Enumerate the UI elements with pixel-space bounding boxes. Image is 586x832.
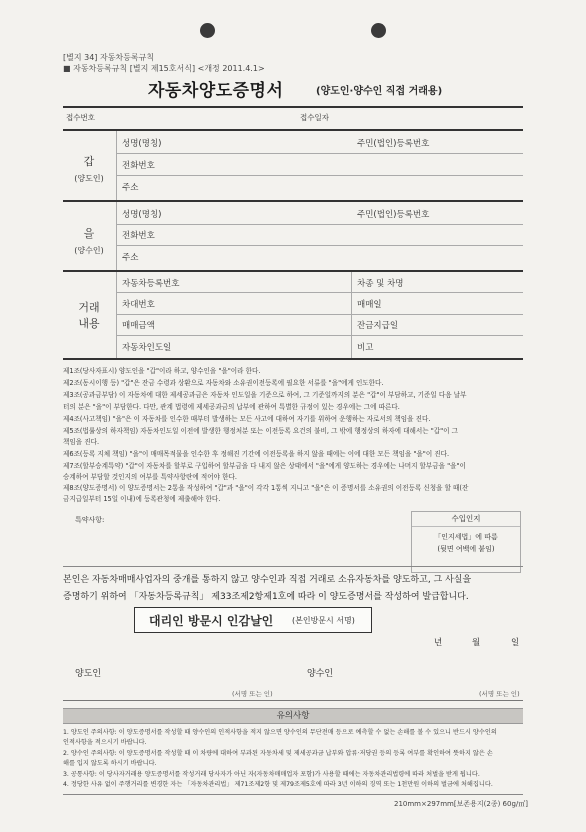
footer-border bbox=[63, 794, 523, 795]
date-month: 월 bbox=[472, 638, 481, 648]
deal-reg-no-label: 자동차등록번호 bbox=[122, 279, 180, 289]
transferee-sign-label: 양수인 bbox=[307, 669, 334, 679]
transferor-sign-label: 양도인 bbox=[75, 669, 102, 679]
stamp-line-2: (뒷면 여백에 붙임) bbox=[437, 545, 495, 553]
page-subtitle: (양도인·양수인 직접 거래용) bbox=[316, 86, 443, 97]
receipt-bottom-border bbox=[63, 129, 523, 131]
punch-hole-right bbox=[371, 23, 386, 38]
receipt-number-label: 접수번호 bbox=[66, 113, 95, 122]
proxy-sub: (본인방문시 서명) bbox=[292, 616, 355, 625]
clause-3-cont: 터의 분은 "을"이 부담한다. 다만, 관계 법령에 제세공과금의 납부에 관하여 특별한 규정이 있는 경우에는 그에 따른다. bbox=[63, 403, 400, 411]
deal-delivery-date-label: 자동차인도일 bbox=[122, 343, 172, 353]
notice-title: 유의사항 bbox=[276, 711, 310, 721]
punch-hole-left bbox=[200, 23, 215, 38]
transferee-id-label: 주민(법인)등록번호 bbox=[357, 210, 430, 220]
signature-bottom-border bbox=[63, 700, 523, 701]
form-source: ■ 자동차등록규칙 [별지 제15호서식] <개정 2011.4.1> bbox=[63, 64, 265, 73]
revenue-stamp-box bbox=[411, 511, 521, 573]
transferee-name-label: 성명(명칭) bbox=[122, 210, 162, 220]
clause-7-cont: 승계하여 부담할 것인지의 여부를 특약사항란에 적어야 한다. bbox=[63, 473, 237, 481]
clause-7: 제7조(할부승계특약) "갑"이 자동차를 할부로 구입하여 할부금을 다 내지 않은 상태에서 "을"에게 양도하는 경우에는 나머지 할부금을 "을"이 bbox=[63, 462, 466, 470]
transferee-label: 을 bbox=[83, 227, 95, 240]
notice-item-1: 1. 양도인 주의사항: 이 양도증명서를 작성할 때 양수인의 인적사항을 적지 않으면 양수인의 무단전매 등으로 예측할 수 없는 손해를 볼 수 있으니 반드시 양수인의 bbox=[63, 729, 497, 736]
notice-item-3: 3. 공통사항: 이 당사자거래용 양도증명서를 작성거래 당사자가 아닌 자(자동차매매업자 포함)가 사용할 때에는 자동차관리법령에 따라 처벌을 받게 됩니다. bbox=[63, 771, 480, 778]
proxy-label: 대리인 방문시 인감날인 bbox=[149, 614, 274, 628]
clause-6: 제6조(등록 지체 책임) "을"이 매매목적물을 인수한 후 정해진 기간에 이전등록을 하지 않을 때에는 이에 대한 모든 책임을 "을"이 진다. bbox=[63, 450, 450, 458]
notice-item-2: 2. 양수인 주의사항: 이 양도증명서를 작성할 때 이 차량에 대하여 부과된 자동차세 및 제세공과금 납부와 압류·저당권 등의 등록 여부를 확인하여 뜻하지 않은 손 bbox=[63, 750, 493, 757]
paper-spec: 210mm×297mm[보존용지(2종) 60g/㎡] bbox=[394, 800, 528, 808]
clause-2: 제2조(동시이행 등) "갑"은 잔금 수령과 상환으로 자동차와 소유권이전등록에 필요한 서류를 "을"에게 인도한다. bbox=[63, 379, 384, 387]
deal-remarks-label: 비고 bbox=[357, 343, 374, 353]
section-border bbox=[63, 200, 523, 202]
transferor-id-label: 주민(법인)등록번호 bbox=[357, 139, 430, 149]
section-border bbox=[63, 270, 523, 272]
transferor-group bbox=[63, 153, 115, 184]
row-line bbox=[116, 292, 523, 293]
transferor-phone-label: 전화번호 bbox=[122, 161, 155, 171]
deal-vin-label: 차대번호 bbox=[122, 300, 155, 310]
clause-4: 제4조(사고책임) "을"은 이 자동차를 인수한 때부터 발생하는 모든 사고에 대하여 자기를 위하여 운행하는 자로서의 책임을 진다. bbox=[63, 415, 431, 423]
clause-8-cont: 금지급일부터 15일 이내)에 등록관청에 제출해야 한다. bbox=[63, 495, 221, 503]
deal-price-label: 매매금액 bbox=[122, 321, 155, 331]
transferor-sign-hint: (서명 또는 인) bbox=[232, 690, 273, 698]
row-line bbox=[116, 335, 523, 336]
statement-line-2: 증명하기 위하여 「자동차등록규칙」 제33조제2항제1호에 따라 이 양도증명서를 작성하여 발급합니다. bbox=[63, 592, 469, 602]
row-line bbox=[116, 245, 523, 246]
notice-header bbox=[63, 708, 523, 724]
table-bottom-border bbox=[63, 358, 523, 360]
row-line bbox=[116, 153, 523, 154]
transferor-label: 갑 bbox=[83, 155, 95, 168]
transferor-divider bbox=[116, 131, 117, 200]
row-line bbox=[116, 224, 523, 225]
transferee-sign-hint: (서명 또는 인) bbox=[479, 690, 520, 698]
deal-mid-divider bbox=[351, 272, 352, 358]
deal-balance-date-label: 잔금지급일 bbox=[357, 321, 399, 331]
transferor-name-label: 성명(명칭) bbox=[122, 139, 162, 149]
page-title: 자동차양도증명서 bbox=[148, 81, 284, 101]
notice-item-1-cont: 인적사항을 적으시기 바랍니다. bbox=[63, 739, 147, 746]
date-day: 일 bbox=[511, 638, 520, 648]
deal-divider bbox=[116, 272, 117, 358]
clause-5: 제5조(법률상의 하자책임) 자동차인도일 이전에 발생한 행정처분 또는 이전등록 요건의 불비, 그 밖에 행정상의 하자에 대해서는 "갑"이 그 bbox=[63, 427, 458, 435]
stamp-line-1: 「인지세법」에 따름 bbox=[434, 533, 498, 541]
transferee-address-label: 주소 bbox=[122, 253, 139, 263]
statement-line-1: 본인은 자동차매매사업자의 중개를 통하지 않고 양수인과 직접 거래로 소유자동차를 양도하고, 그 사실을 bbox=[63, 575, 472, 585]
deal-group: 거래 내용 bbox=[78, 301, 100, 330]
date-year: 년 bbox=[434, 638, 443, 648]
notice-item-2-cont: 해를 입지 않도록 하시기 바랍니다. bbox=[63, 760, 157, 767]
table-top-border bbox=[63, 106, 523, 108]
form-number: [별지 34] 자동차등록규칙 bbox=[63, 53, 155, 62]
special-terms-label: 특약사항: bbox=[75, 516, 105, 524]
clause-5-cont: 책임을 진다. bbox=[63, 438, 100, 446]
transferee-group bbox=[63, 225, 115, 256]
transferee-divider bbox=[116, 202, 117, 270]
row-line bbox=[116, 314, 523, 315]
notice-item-4: 4. 정당한 사유 없이 주행거리를 변경한 자는 「자동차관리법」 제71조제2항 및 제79조제5호에 따라 3년 이하의 징역 또는 1천만원 이하의 벌금에 처해집니다. bbox=[63, 781, 493, 788]
clause-3: 제3조(공과금부담) 이 자동차에 대한 제세공과금은 자동차 인도일을 기준으로 하여, 그 기준일까지의 분은 "갑"이 부담하고, 기준일 다음 날부 bbox=[63, 391, 467, 399]
proxy-seal-box bbox=[134, 607, 372, 633]
clause-8: 제8조(양도증명서) 이 양도증명서는 2통을 작성하여 "갑"과 "을"이 각각 1통씩 지니고 "을"은 이 증명서를 소유권의 이전등록 신청을 할 때(잔 bbox=[63, 484, 469, 492]
transferee-phone-label: 전화번호 bbox=[122, 231, 155, 241]
deal-model-label: 차종 및 차명 bbox=[357, 279, 404, 289]
row-line bbox=[116, 175, 523, 176]
transferor-address-label: 주소 bbox=[122, 183, 139, 193]
transferee-sub: (양수인) bbox=[74, 246, 104, 255]
statement-top-border bbox=[63, 566, 523, 567]
transferor-sub: (양도인) bbox=[74, 174, 104, 183]
stamp-header: 수입인지 bbox=[412, 512, 520, 527]
clause-1: 제1조(당사자표시) 양도인을 "갑"이라 하고, 양수인을 "을"이라 한다. bbox=[63, 367, 261, 375]
deal-sale-date-label: 매매일 bbox=[357, 300, 382, 310]
receipt-date-label: 접수일자 bbox=[300, 113, 329, 122]
